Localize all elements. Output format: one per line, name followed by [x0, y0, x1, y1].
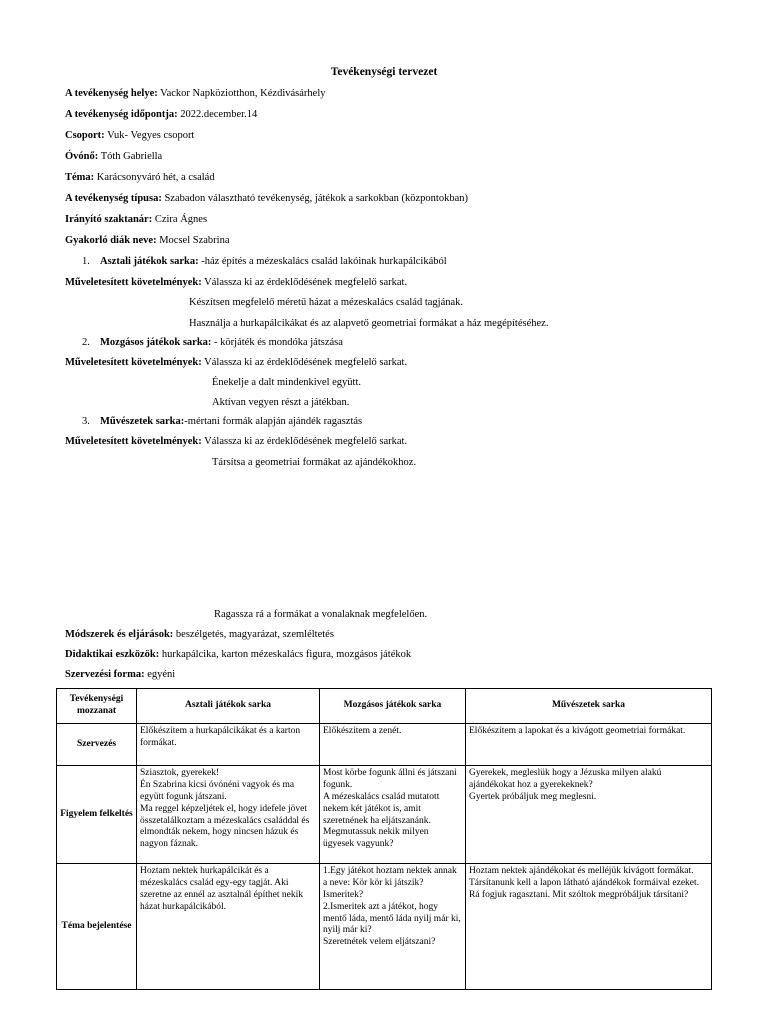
info-supervisor: Irányító szaktanár: Czira Ágnes: [65, 214, 208, 225]
table-cell: [137, 864, 320, 990]
info-type: A tevékenység típusa: Szabadon választható tevékenység, játékok a sarkokban (központokban): [65, 193, 468, 204]
organization-line: Szervezési forma: egyéni: [65, 669, 176, 680]
row-label: Téma bejelentése: [57, 864, 137, 990]
info-date: A tevékenység időpontja: 2022.december.14: [65, 109, 258, 120]
info-teacher: Óvónő: Tóth Gabriella: [65, 151, 163, 162]
info-student: Gyakorló diák neve: Mocsel Szabrina: [65, 235, 230, 246]
table-cell: [320, 766, 466, 864]
cell-text: Előkészítem a zenét.: [323, 726, 402, 736]
table-header-row: [57, 689, 712, 724]
row-label: Szervezés: [57, 724, 137, 766]
column-header: Asztali játékok sarka: [137, 689, 320, 724]
table-cell: [466, 864, 712, 990]
methods-line: Módszerek és eljárások: beszélgetés, magyarázat, szemléltetés: [65, 629, 334, 640]
column-header: Művészetek sarka: [466, 689, 712, 724]
cell-text: Hoztam nektek ajándékokat és melléjük kivágott formákat. Társítanunk kell a lapon látható ajándékok formáival ezeket. Rá fogjuk ragasztani. Mit szóltok megpróbáljuk társítani?: [469, 866, 700, 900]
corner-1-heading: 1. Asztali játékok sarka: -ház építés a mézeskalács család lakóinak hurkapálcikából: [82, 256, 447, 267]
cell-text: 1.Egy játékot hoztam nektek annak a neve: Kör kör ki játszik? Ismeritek? 2.Ismeritek azt a játékot, hogy mentő láda, mentő láda nyilj már ki, nyilj már ki? Szeretnétek velem eljátszani?: [323, 866, 461, 948]
table-cell: [466, 724, 712, 766]
document-title: Tevékenységi tervezet: [330, 66, 438, 78]
row-label: Figyelem felkeltés: [57, 766, 137, 864]
table-row: [57, 864, 712, 990]
table-cell: [137, 724, 320, 766]
corner-1-requirements: Műveletesített követelmények: Válassza ki az érdeklődésének megfelelő sarkat.: [65, 277, 408, 288]
table-cell: [320, 724, 466, 766]
cell-text: Előkészítem a lapokat és a kivágott geometriai formákat.: [469, 726, 686, 736]
cell-text: Gyerekek, megleslük hogy a Jézuska milyen alakú ajándékokat hoz a gyerekeknek? Gyertek próbáljuk meg meglesni.: [469, 768, 662, 802]
corner-2-heading: 2. Mozgásos játékok sarka: - körjáték és mondóka játszása: [82, 337, 343, 348]
table-row: [57, 766, 712, 864]
corner-1-requirement: Használja a hurkapálcikákat és az alapvető geometriai formákat a ház megépítéséhez.: [189, 318, 549, 329]
corner-2-requirements: Műveletesített követelmények: Válassza ki az érdeklődésének megfelelő sarkat.: [65, 357, 408, 368]
info-theme: Téma: Karácsonyváró hét, a család: [65, 172, 215, 183]
extra-requirement: Ragassza rá a formákat a vonalaknak megfelelően.: [214, 609, 428, 620]
corner-2-requirement: Énekelje a dalt mindenkivel együtt.: [212, 377, 361, 388]
corner-3-requirements: Műveletesített követelmények: Válassza ki az érdeklődésének megfelelő sarkat.: [65, 436, 408, 447]
corner-2-requirement: Aktívan vegyen részt a játékban.: [212, 397, 350, 408]
table-row: [57, 724, 712, 766]
activity-plan-table: [56, 688, 712, 990]
cell-text: Hoztam nektek hurkapálcikát és a mézeskalács család egy-egy tagját. Aki szeretne az ennél az asztalnál építhet nekik házat hurkapálcikából.: [140, 866, 303, 912]
info-group: Csoport: Vuk- Vegyes csoport: [65, 130, 195, 141]
corner-3-heading: 3. Művészetek sarka:-mértani formák alapján ajándék ragasztás: [82, 416, 363, 427]
table-cell: [466, 766, 712, 864]
corner-3-requirement: Társítsa a geometriai formákat az ajándékokhoz.: [212, 457, 417, 468]
cell-text: Sziasztok, gyerekek! Én Szabrina kicsi óvónéni vagyok és ma együtt fogunk játszani. Ma reggel képzeljétek el, hogy idefele jövet összetalálkoztam a mézeskalács családdal és elmondták nekem, hogy nincsen házuk és nagyon fáznak.: [140, 768, 310, 850]
corner-1-requirement: Készítsen megfelelő méretű házat a mézeskalács család tagjának.: [189, 297, 464, 308]
table-cell: [320, 864, 466, 990]
tools-line: Didaktikai eszközök: hurkapálcika, karton mézeskalács figura, mozgásos játékok: [65, 649, 412, 660]
info-place: A tevékenység helye: Vackor Napköziotthon, Kézdivásárhely: [65, 88, 326, 99]
cell-text: Előkészítem a hurkapálcikákat és a karton formákat.: [140, 726, 301, 748]
column-header: Tevékenységi mozzanat: [57, 689, 137, 724]
table-cell: [137, 766, 320, 864]
cell-text: Most körbe fogunk állni és játszani fogunk. A mézeskalács család mutatott nekem két játékot is, amit szeretnének ha eljátszanánk. Megmutassuk nekik milyen ügyesek vagyunk?: [323, 768, 457, 850]
column-header: Mozgásos játékok sarka: [320, 689, 466, 724]
